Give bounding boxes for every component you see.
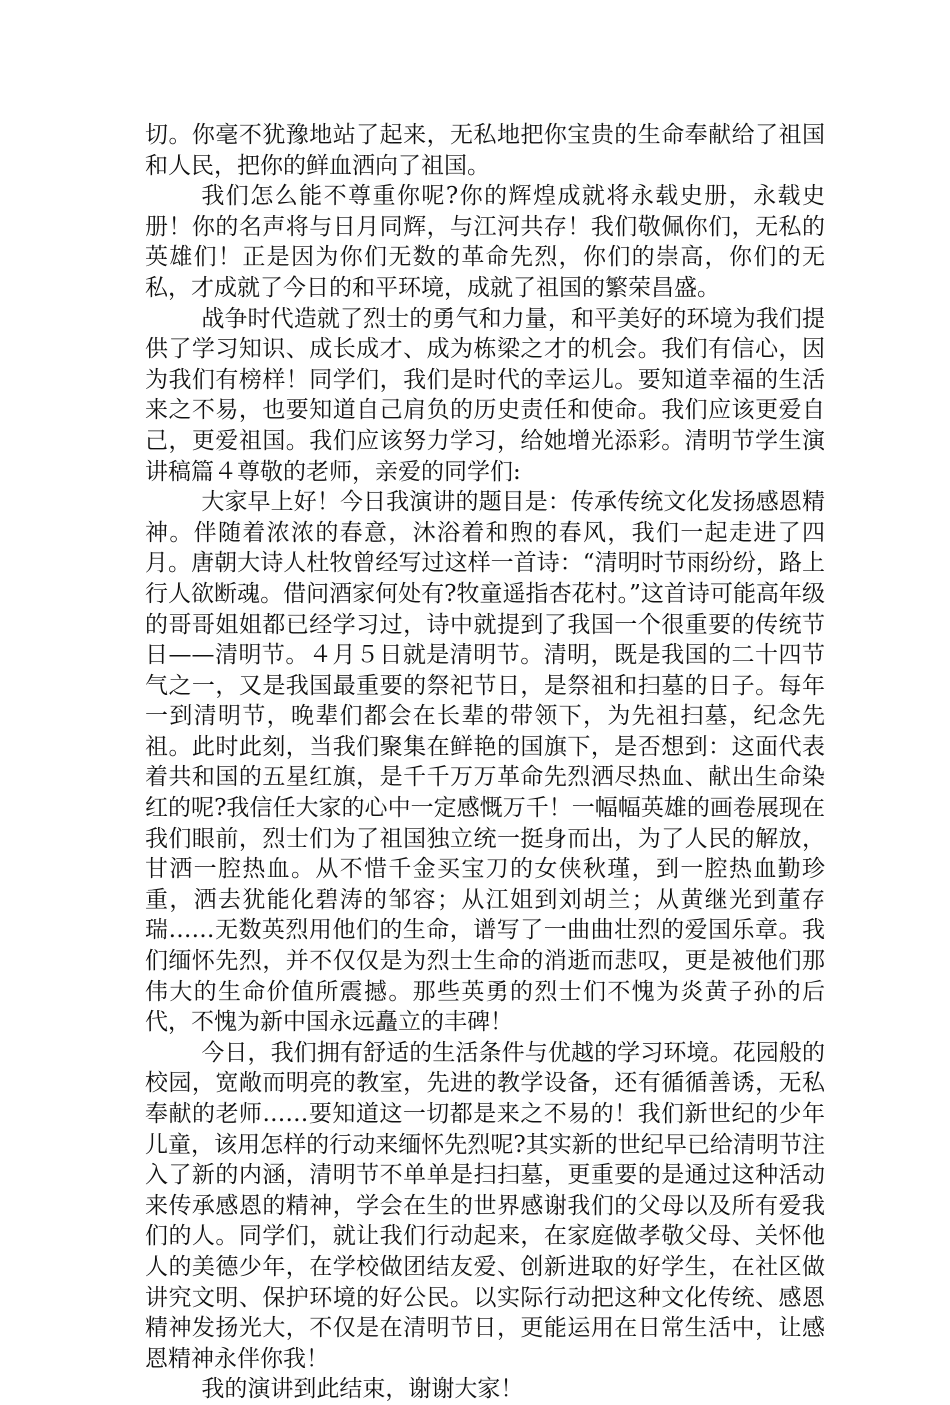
paragraph-5: 今日，我们拥有舒适的生活条件与优越的学习环境。花园般的校园，宽敞而明亮的教室，先进的教学设备，还有循循善诱，无私奉献的老师……要知道这一切都是来之不易的！我们新世纪的少年儿童，该用怎样的行动来缅怀先烈呢?其实新的世纪早已给清明节注入了新的内涵，清明节不单单是扫扫墓，更重要的是通过这种活动来传承感恩的精神，学会在生的世界感谢我们的父母以及所有爱我们的人。同学们，就让我们行动起来，在家庭做孝敬父母、关怀他人的美德少年，在学校做团结友爱、创新进取的好学生，在社区做讲究文明、保护环境的好公民。以实际行动把这种文化传统、感恩精神发扬光大，不仅是在清明节日，更能运用在日常生活中，让感恩精神永伴你我！ xyxy=(145,1039,825,1372)
paragraph-6: 我的演讲到此结束，谢谢大家！ xyxy=(201,1376,524,1403)
paragraph-4: 大家早上好！今日我演讲的题目是：传承传统文化发扬感恩精神。伴随着浓浓的春意，沐浴着和煦的春风，我们一起走进了四月。唐朝大诗人杜牧曾经写过这样一首诗：“清明时节雨纷纷，路上行人欲断魂。借问酒家何处有?牧童遥指杏花村。”这首诗可能高年级的哥哥姐姐都已经学习过，诗中就提到了我国一个很重要的传统节日——清明节。４月５日就是清明节。清明，既是我国的二十四节气之一，又是我国最重要的祭祀节日，是祭祖和扫墓的日子。每年一到清明节，晚辈们都会在长辈的带领下，为先祖扫墓，纪念先祖。此时此刻，当我们聚集在鲜艳的国旗下，是否想到：这面代表着共和国的五星红旗，是千千万万革命先烈洒尽热血、献出生命染红的呢?我信任大家的心中一定感慨万千！一幅幅英雄的画卷展现在我们眼前，烈士们为了祖国独立统一挺身而出，为了人民的解放，甘洒一腔热血。从不惜千金买宝刀的女侠秋瑾，到一腔热血勤珍重，洒去犹能化碧涛的邹容；从江姐到刘胡兰；从黄继光到董存瑞……无数英烈用他们的生命，谱写了一曲曲壮烈的爱国乐章。我们缅怀先烈，并不仅仅是为烈士生命的消逝而悲叹，更是被他们那伟大的生命价值所震撼。那些英勇的烈士们不愧为炎黄子孙的后代，不愧为新中国永远矗立的丰碑！ xyxy=(145,489,825,1036)
paragraph-2: 我们怎么能不尊重你呢?你的辉煌成就将永载史册，永载史册！你的名声将与日月同辉，与江河共存！我们敬佩你们，无私的英雄们！正是因为你们无数的革命先烈，你们的崇高，你们的无私，才成就了今日的和平环境，成就了祖国的繁荣昌盛。 xyxy=(145,183,825,301)
document-body xyxy=(145,120,825,1405)
paragraph-1: 切。你毫不犹豫地站了起来，无私地把你宝贵的生命奉献给了祖国和人民，把你的鲜血洒向了祖国。 xyxy=(145,122,825,179)
paragraph-3: 战争时代造就了烈士的勇气和力量，和平美好的环境为我们提供了学习知识、成长成才、成为栋梁之才的机会。我们有信心，因为我们有榜样！同学们，我们是时代的幸运儿。要知道幸福的生活来之不易，也要知道自己肩负的历史责任和使命。我们应该更爱自己，更爱祖国。我们应该努力学习，给她增光添彩。清明节学生演讲稿篇４尊敬的老师，亲爱的同学们: xyxy=(145,305,825,485)
